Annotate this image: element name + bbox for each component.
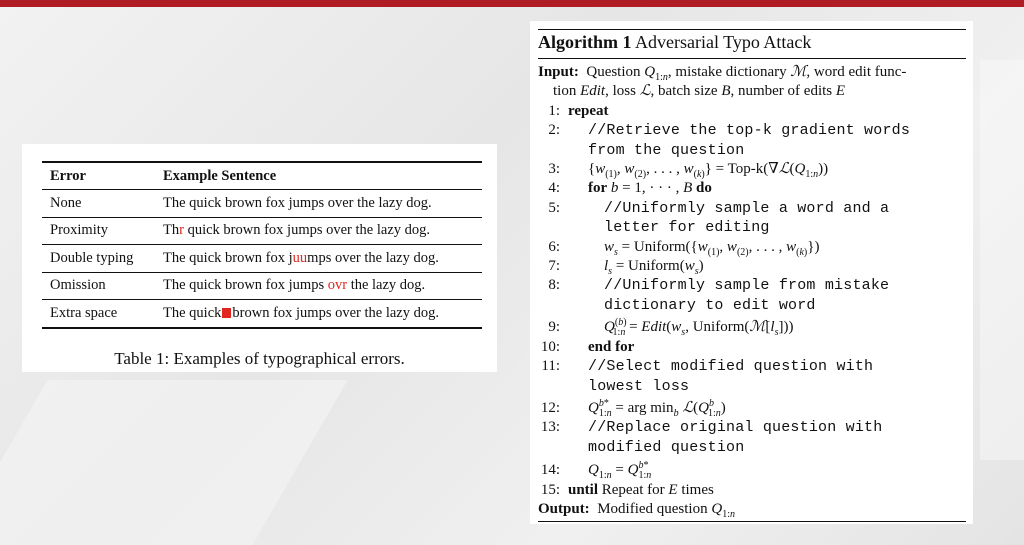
algo-line-10	[538, 338, 968, 357]
line-number: 12:	[540, 400, 560, 417]
mid-rule	[538, 58, 966, 59]
algo-line-3	[538, 160, 968, 179]
table-figure	[22, 144, 497, 372]
sentence-text: Th	[163, 222, 180, 239]
line-comment: modified question	[588, 438, 745, 456]
line-math: $Q^{(b)}_{1:n}$ = $Edit(w_s$, $Uniform(ℳ[l_s])$)	[604, 317, 794, 339]
algo-line-8-cont	[538, 296, 968, 315]
line-number: 6:	[548, 238, 560, 255]
algo-line-5-cont	[538, 218, 968, 237]
typo-highlight: ovr	[327, 277, 348, 294]
line-comment: //Replace original question with	[588, 419, 883, 437]
line-number: 11:	[541, 358, 560, 375]
line-math: $l_s$ = $Uniform(w_s)$	[604, 257, 704, 277]
line-number: 8:	[548, 277, 560, 294]
line-comment: //Select modified question with	[588, 358, 874, 376]
table-header-row	[42, 162, 482, 190]
algorithm-title	[538, 32, 811, 53]
line-math: $Q^{b*}_{1:n}$ = arg $\min_b$ $ℒ(Q^b_{1:n})$	[588, 398, 726, 420]
algorithm-figure	[530, 21, 973, 524]
algo-line-11	[538, 357, 968, 376]
example-sentence	[155, 245, 482, 273]
line-comment: //Retrieve the top-k gradient words	[588, 122, 911, 140]
algo-line-4	[538, 179, 968, 198]
example-sentence	[155, 300, 482, 328]
algo-line-6	[538, 238, 968, 257]
line-math: {$w_{(1)}$, $w_{(2)}$, . . . , $w_{(k)}$} = Top-$k(\nabla ℒ(Q_{1:n}))$	[588, 160, 829, 180]
error-type: Proximity	[42, 217, 155, 245]
line-comment: lowest loss	[588, 377, 690, 395]
sentence-text: The quick	[163, 304, 222, 321]
line-number: 2:	[548, 122, 560, 139]
algo-line-11-cont	[538, 377, 968, 396]
extra-space-marker	[222, 308, 231, 318]
line-number: 3:	[548, 160, 560, 177]
algo-line-13-cont	[538, 438, 968, 457]
bottom-rule	[538, 521, 966, 522]
algo-line-2-cont	[538, 141, 968, 160]
line-comment: from the question	[588, 141, 745, 159]
top-accent-bar	[0, 0, 1024, 7]
algorithm-label: Algorithm 1	[538, 32, 632, 52]
algo-line-14	[538, 457, 968, 481]
output-label: Output:	[538, 501, 590, 518]
line-math: $w_s$ = $Uniform(\{w_{(1)}$, $w_{(2)}$, . . . , $w_{(k)}$})	[604, 238, 820, 258]
line-comment: //Uniformly sample a word and a	[604, 199, 890, 217]
line-until: until Repeat for E times	[568, 482, 714, 499]
table-row	[42, 190, 482, 218]
line-text: repeat	[568, 102, 609, 119]
line-number: 9:	[548, 319, 560, 336]
typo-examples-table	[42, 161, 482, 329]
algo-line-9	[538, 315, 968, 338]
top-rule	[538, 29, 966, 30]
input-label: Input:	[538, 64, 579, 80]
algo-line-15	[538, 481, 968, 500]
algorithm-body	[538, 63, 968, 520]
table-row	[42, 217, 482, 245]
line-number: 15:	[540, 482, 560, 499]
algo-line-1	[538, 102, 968, 121]
typo-highlight: uu	[292, 249, 308, 266]
table-caption: Table 1: Examples of typographical errors.	[114, 349, 405, 368]
table-row	[42, 245, 482, 273]
typo-highlight: r	[179, 222, 184, 239]
line-comment: //Uniformly sample from mistake	[604, 277, 890, 295]
input-line-cont: tion Edit, loss ℒ, batch size B, number of edits E	[553, 83, 846, 100]
algo-line-13	[538, 418, 968, 437]
error-type: None	[42, 190, 155, 218]
line-number: 4:	[548, 180, 560, 197]
algo-line-8	[538, 276, 968, 295]
error-type: Double typing	[42, 245, 155, 273]
sentence-text: brown fox jumps over the lazy dog.	[232, 304, 439, 321]
sentence-text: mps over the lazy dog.	[307, 249, 439, 266]
algo-line-2	[538, 121, 968, 140]
line-number: 1:	[548, 102, 560, 119]
line-comment: dictionary to edit word	[604, 296, 816, 314]
table-row	[42, 300, 482, 328]
algorithm-name: Adversarial Typo Attack	[635, 32, 812, 52]
background-facet	[980, 60, 1024, 460]
line-text: end for	[588, 339, 635, 356]
sentence-text: The quick brown fox jumps	[163, 277, 328, 294]
sentence-text: quick brown fox jumps over the lazy dog.	[183, 222, 430, 239]
algo-line-7	[538, 257, 968, 276]
error-type: Extra space	[42, 300, 155, 328]
header-error: Error	[42, 162, 155, 190]
line-comment: letter for editing	[604, 219, 770, 237]
line-number: 7:	[548, 257, 560, 274]
sentence-text: the lazy dog.	[347, 277, 426, 294]
output-line: Output: Modified question $Q_{1:n}$	[538, 501, 735, 521]
table-row	[42, 272, 482, 300]
example-sentence	[155, 272, 482, 300]
line-for: for b = 1, · · · , B do	[588, 180, 712, 197]
input-line: Input: Question $Q_{1:n}$, mistake dictionary ℳ, word edit func-	[538, 64, 907, 83]
example-sentence	[155, 217, 482, 245]
background-facet	[0, 380, 348, 545]
line-number: 13:	[540, 419, 560, 436]
header-example-sentence: Example Sentence	[155, 162, 482, 190]
line-number: 5:	[548, 199, 560, 216]
line-number: 10:	[540, 339, 560, 356]
sentence-text: The quick brown fox jumps over the lazy dog.	[163, 194, 432, 211]
algo-line-12	[538, 396, 968, 418]
algo-line-5	[538, 199, 968, 218]
line-number: 14:	[540, 462, 560, 479]
sentence-text: The quick brown fox j	[163, 249, 293, 266]
example-sentence	[155, 190, 482, 218]
error-type: Omission	[42, 272, 155, 300]
line-math: $Q_{1:n} = Q^{b*}_{1:n}$	[588, 460, 652, 482]
